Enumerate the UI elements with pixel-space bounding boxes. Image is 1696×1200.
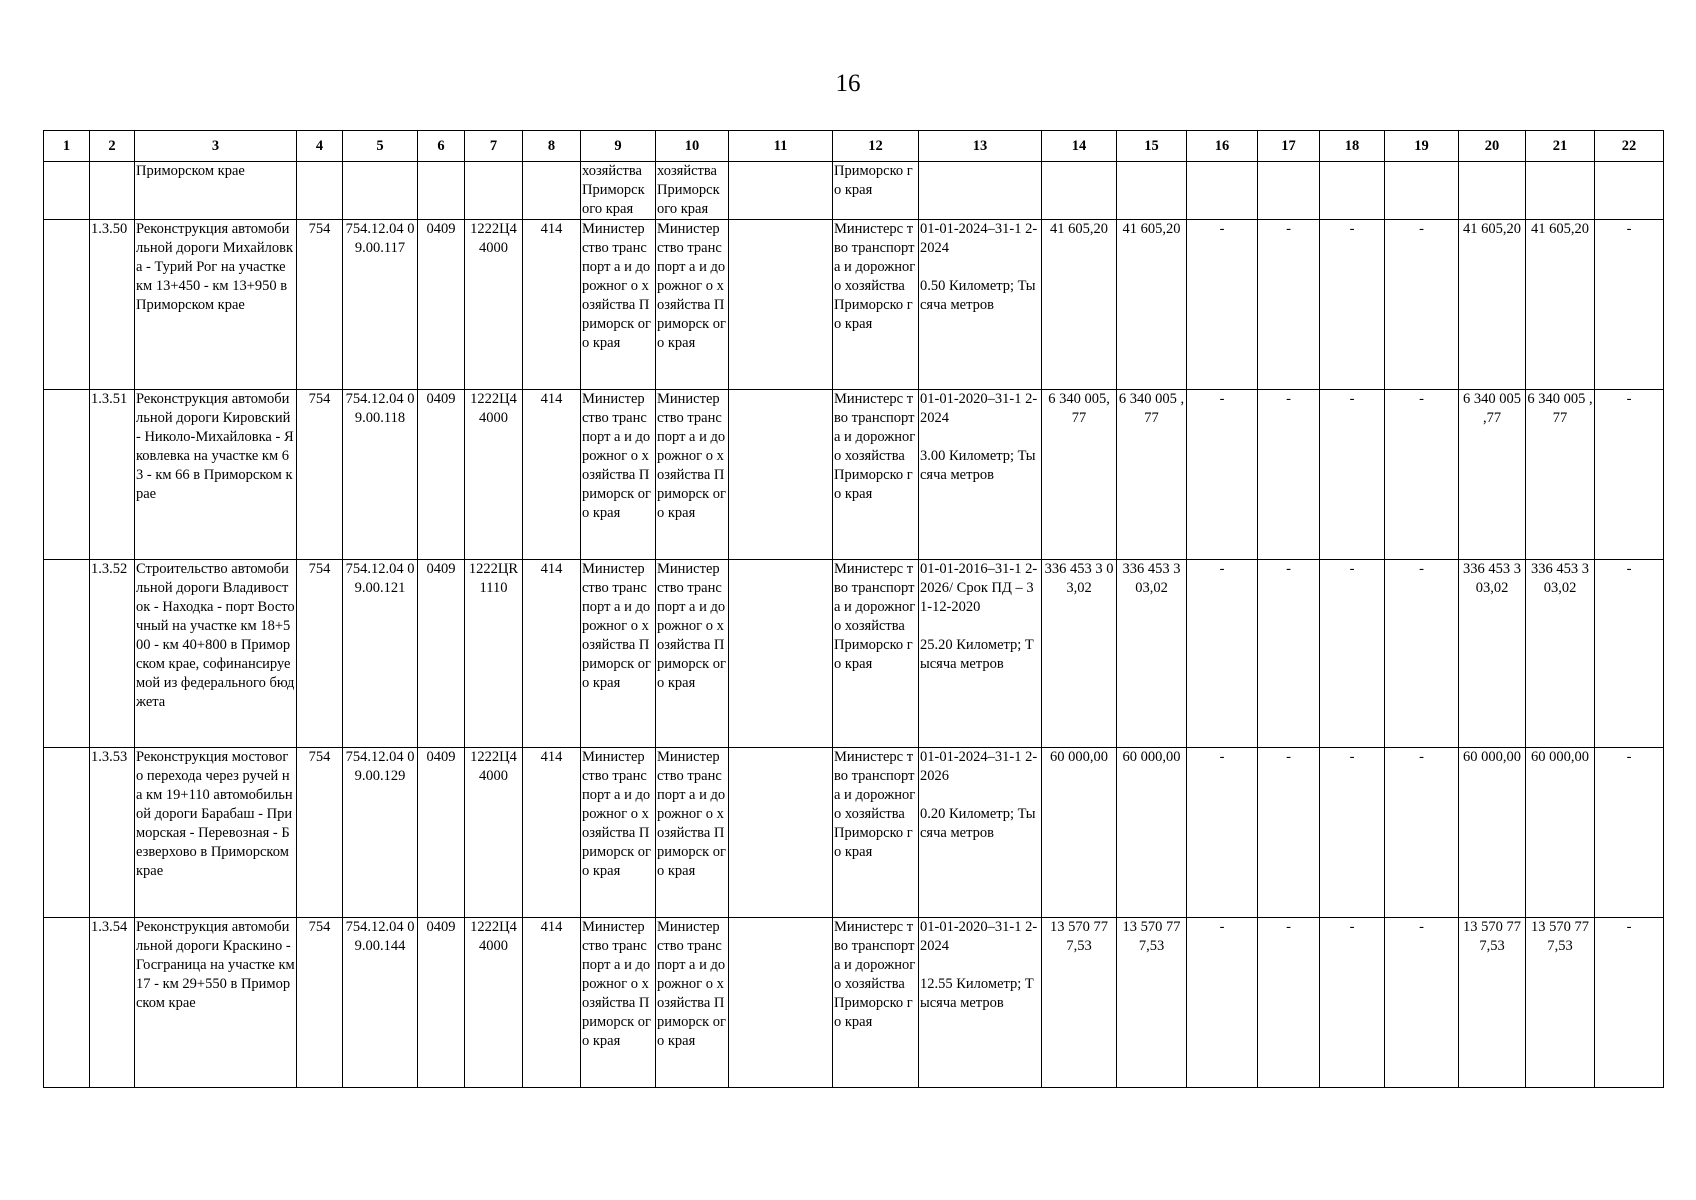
cell-6: 0409 <box>418 220 465 390</box>
cell-1 <box>44 918 90 1088</box>
cell-17: - <box>1258 918 1320 1088</box>
period: 01-01-2016–31-1 2-2026/ Срок ПД – 31-12-2020 <box>920 561 1038 615</box>
cell-8: 414 <box>523 390 581 560</box>
cell-19 <box>1385 162 1459 220</box>
period: 01-01-2020–31-1 2-2024 <box>920 391 1038 426</box>
cell-18: - <box>1320 918 1385 1088</box>
cell-19: - <box>1385 390 1459 560</box>
cell-6: 0409 <box>418 560 465 748</box>
row-number: 1.3.53 <box>90 748 135 918</box>
cell-21 <box>1526 162 1595 220</box>
cell-4: 754 <box>297 390 343 560</box>
cell-1 <box>44 390 90 560</box>
cell-5 <box>343 162 418 220</box>
column-header: 13 <box>919 131 1042 162</box>
cell-16: - <box>1187 918 1258 1088</box>
cell-19: - <box>1385 748 1459 918</box>
cell-4 <box>297 162 343 220</box>
object-name: Реконструкция автомобильной дороги Краскино - Госграница на участке км 17 - км 29+550 в Приморском крае <box>135 918 297 1088</box>
object-name: Реконструкция автомобильной дороги Кировский - Николо-Михайловка - Яковлевка на участке км 63 - км 66 в Приморском крае <box>135 390 297 560</box>
cell-20: 6 340 005 ,77 <box>1459 390 1526 560</box>
cell-4: 754 <box>297 918 343 1088</box>
table-row <box>44 220 1664 390</box>
cell-15: 6 340 005 ,77 <box>1117 390 1187 560</box>
page-number: 16 <box>835 70 861 97</box>
program-table <box>43 130 1664 1088</box>
column-header: 17 <box>1258 131 1320 162</box>
table-row <box>44 390 1664 560</box>
period: 01-01-2020–31-1 2-2024 <box>920 919 1038 954</box>
cell-3: Приморском крае <box>135 162 297 220</box>
table-row <box>44 748 1664 918</box>
capacity: 12.55 Километр; Тысяча метров <box>920 976 1034 1011</box>
column-header: 10 <box>656 131 729 162</box>
cell-21: 60 000,00 <box>1526 748 1595 918</box>
cell-9: Министер ство транспорт а и дорожног о хозяйства Приморск ого края <box>581 748 656 918</box>
cell-10: Министер ство транспорт а и дорожног о хозяйства Приморск ого края <box>656 918 729 1088</box>
column-header: 19 <box>1385 131 1459 162</box>
cell-17: - <box>1258 748 1320 918</box>
cell-13 <box>919 220 1042 390</box>
cell-7: 1222Ц4 4000 <box>465 390 523 560</box>
cell-22: - <box>1595 748 1664 918</box>
cell-5: 754.12.04 09.00.117 <box>343 220 418 390</box>
cell-9: Министер ство транспорт а и дорожног о хозяйства Приморск ого края <box>581 560 656 748</box>
capacity: 0.50 Километр; Тысяча метров <box>920 278 1036 313</box>
column-header: 9 <box>581 131 656 162</box>
capacity: 3.00 Километр; Тысяча метров <box>920 448 1036 483</box>
cell-15: 13 570 77 7,53 <box>1117 918 1187 1088</box>
cell-16: - <box>1187 390 1258 560</box>
cell-11 <box>729 918 833 1088</box>
cell-21: 13 570 77 7,53 <box>1526 918 1595 1088</box>
cell-10: Министер ство транспорт а и дорожног о хозяйства Приморск ого края <box>656 560 729 748</box>
cell-14: 13 570 77 7,53 <box>1042 918 1117 1088</box>
cell-22: - <box>1595 390 1664 560</box>
cell-12: Министерс тво транспорта и дорожного хозяйства Приморско го края <box>833 390 919 560</box>
cell-13 <box>919 918 1042 1088</box>
cell-4: 754 <box>297 220 343 390</box>
cell-8: 414 <box>523 748 581 918</box>
cell-11 <box>729 748 833 918</box>
cell-19: - <box>1385 220 1459 390</box>
cell-7: 1222Ц4 4000 <box>465 220 523 390</box>
column-header: 5 <box>343 131 418 162</box>
column-header: 12 <box>833 131 919 162</box>
cell-5: 754.12.04 09.00.129 <box>343 748 418 918</box>
cell-9: Министер ство транспорт а и дорожног о хозяйства Приморск ого края <box>581 918 656 1088</box>
column-header: 15 <box>1117 131 1187 162</box>
cell-8: 414 <box>523 918 581 1088</box>
cell-7 <box>465 162 523 220</box>
cell-7: 1222ЦR 1110 <box>465 560 523 748</box>
cell-7: 1222Ц4 4000 <box>465 918 523 1088</box>
cell-21: 6 340 005 ,77 <box>1526 390 1595 560</box>
continuation-row <box>44 162 1664 220</box>
cell-19: - <box>1385 918 1459 1088</box>
cell-1 <box>44 220 90 390</box>
cell-13 <box>919 390 1042 560</box>
cell-9: Министер ство транспорт а и дорожног о хозяйства Приморск ого края <box>581 220 656 390</box>
cell-17 <box>1258 162 1320 220</box>
cell-10: Министер ство транспорт а и дорожног о хозяйства Приморск ого края <box>656 390 729 560</box>
cell-15: 41 605,20 <box>1117 220 1187 390</box>
cell-11 <box>729 390 833 560</box>
cell-16: - <box>1187 220 1258 390</box>
column-number-row <box>44 131 1664 162</box>
cell-20: 41 605,20 <box>1459 220 1526 390</box>
cell-20: 60 000,00 <box>1459 748 1526 918</box>
cell-22: - <box>1595 560 1664 748</box>
object-name: Реконструкция мостового перехода через ручей на км 19+110 автомобильной дороги Барабаш - Приморская - Перевозная - Безверхово в Приморском крае <box>135 748 297 918</box>
cell-21: 336 453 3 03,02 <box>1526 560 1595 748</box>
column-header: 1 <box>44 131 90 162</box>
cell-18 <box>1320 162 1385 220</box>
column-header: 22 <box>1595 131 1664 162</box>
cell-16: - <box>1187 748 1258 918</box>
table-row <box>44 918 1664 1088</box>
column-header: 4 <box>297 131 343 162</box>
cell-5: 754.12.04 09.00.144 <box>343 918 418 1088</box>
cell-6: 0409 <box>418 918 465 1088</box>
column-header: 8 <box>523 131 581 162</box>
period: 01-01-2024–31-1 2-2026 <box>920 749 1038 784</box>
cell-20: 336 453 3 03,02 <box>1459 560 1526 748</box>
cell-11 <box>729 162 833 220</box>
cell-13 <box>919 748 1042 918</box>
cell-15: 336 453 3 03,02 <box>1117 560 1187 748</box>
cell-8: 414 <box>523 560 581 748</box>
cell-12: Министерс тво транспорта и дорожного хозяйства Приморско го края <box>833 220 919 390</box>
cell-10: хозяйства Приморск ого края <box>656 162 729 220</box>
cell-14 <box>1042 162 1117 220</box>
cell-22: - <box>1595 918 1664 1088</box>
cell-14: 41 605,20 <box>1042 220 1117 390</box>
row-number: 1.3.51 <box>90 390 135 560</box>
cell-12: Министерс тво транспорта и дорожного хозяйства Приморско го края <box>833 748 919 918</box>
cell-14: 6 340 005, 77 <box>1042 390 1117 560</box>
cell-16: - <box>1187 560 1258 748</box>
column-header: 3 <box>135 131 297 162</box>
cell-8: 414 <box>523 220 581 390</box>
cell-15 <box>1117 162 1187 220</box>
cell-20: 13 570 77 7,53 <box>1459 918 1526 1088</box>
cell-17: - <box>1258 390 1320 560</box>
column-header: 18 <box>1320 131 1385 162</box>
cell-16 <box>1187 162 1258 220</box>
cell-14: 336 453 3 03,02 <box>1042 560 1117 748</box>
cell-20 <box>1459 162 1526 220</box>
cell-18: - <box>1320 560 1385 748</box>
cell-9: Министер ство транспорт а и дорожног о хозяйства Приморск ого края <box>581 390 656 560</box>
cell-1 <box>44 560 90 748</box>
cell-1 <box>44 162 90 220</box>
cell-4: 754 <box>297 560 343 748</box>
column-header: 21 <box>1526 131 1595 162</box>
cell-18: - <box>1320 390 1385 560</box>
column-header: 14 <box>1042 131 1117 162</box>
cell-17: - <box>1258 220 1320 390</box>
capacity: 0.20 Километр; Тысяча метров <box>920 806 1036 841</box>
cell-9: хозяйства Приморск ого края <box>581 162 656 220</box>
column-header: 20 <box>1459 131 1526 162</box>
cell-22 <box>1595 162 1664 220</box>
cell-14: 60 000,00 <box>1042 748 1117 918</box>
row-number: 1.3.52 <box>90 560 135 748</box>
cell-1 <box>44 748 90 918</box>
cell-15: 60 000,00 <box>1117 748 1187 918</box>
cell-10: Министер ство транспорт а и дорожног о хозяйства Приморск ого края <box>656 220 729 390</box>
cell-17: - <box>1258 560 1320 748</box>
cell-6: 0409 <box>418 748 465 918</box>
cell-2 <box>90 162 135 220</box>
cell-11 <box>729 220 833 390</box>
object-name: Строительство автомобильной дороги Владивосток - Находка - порт Восточный на участке км 18+500 - км 40+800 в Приморском крае, софинансируемой из федерального бюджета <box>135 560 297 748</box>
cell-21: 41 605,20 <box>1526 220 1595 390</box>
column-header: 11 <box>729 131 833 162</box>
period: 01-01-2024–31-1 2-2024 <box>920 221 1038 256</box>
row-number: 1.3.50 <box>90 220 135 390</box>
cell-11 <box>729 560 833 748</box>
cell-5: 754.12.04 09.00.121 <box>343 560 418 748</box>
cell-10: Министер ство транспорт а и дорожног о хозяйства Приморск ого края <box>656 748 729 918</box>
table-row <box>44 560 1664 748</box>
cell-22: - <box>1595 220 1664 390</box>
cell-12: Приморско го края <box>833 162 919 220</box>
cell-6 <box>418 162 465 220</box>
cell-4: 754 <box>297 748 343 918</box>
cell-7: 1222Ц4 4000 <box>465 748 523 918</box>
column-header: 16 <box>1187 131 1258 162</box>
cell-13 <box>919 162 1042 220</box>
row-number: 1.3.54 <box>90 918 135 1088</box>
object-name: Реконструкция автомобильной дороги Михайловка - Турий Рог на участке км 13+450 - км 13+950 в Приморском крае <box>135 220 297 390</box>
cell-8 <box>523 162 581 220</box>
cell-6: 0409 <box>418 390 465 560</box>
cell-5: 754.12.04 09.00.118 <box>343 390 418 560</box>
column-header: 6 <box>418 131 465 162</box>
cell-12: Министерс тво транспорта и дорожного хозяйства Приморско го края <box>833 560 919 748</box>
capacity: 25.20 Километр; Тысяча метров <box>920 637 1034 672</box>
column-header: 2 <box>90 131 135 162</box>
cell-19: - <box>1385 560 1459 748</box>
cell-18: - <box>1320 220 1385 390</box>
column-header: 7 <box>465 131 523 162</box>
cell-13 <box>919 560 1042 748</box>
cell-18: - <box>1320 748 1385 918</box>
cell-12: Министерс тво транспорта и дорожного хозяйства Приморско го края <box>833 918 919 1088</box>
